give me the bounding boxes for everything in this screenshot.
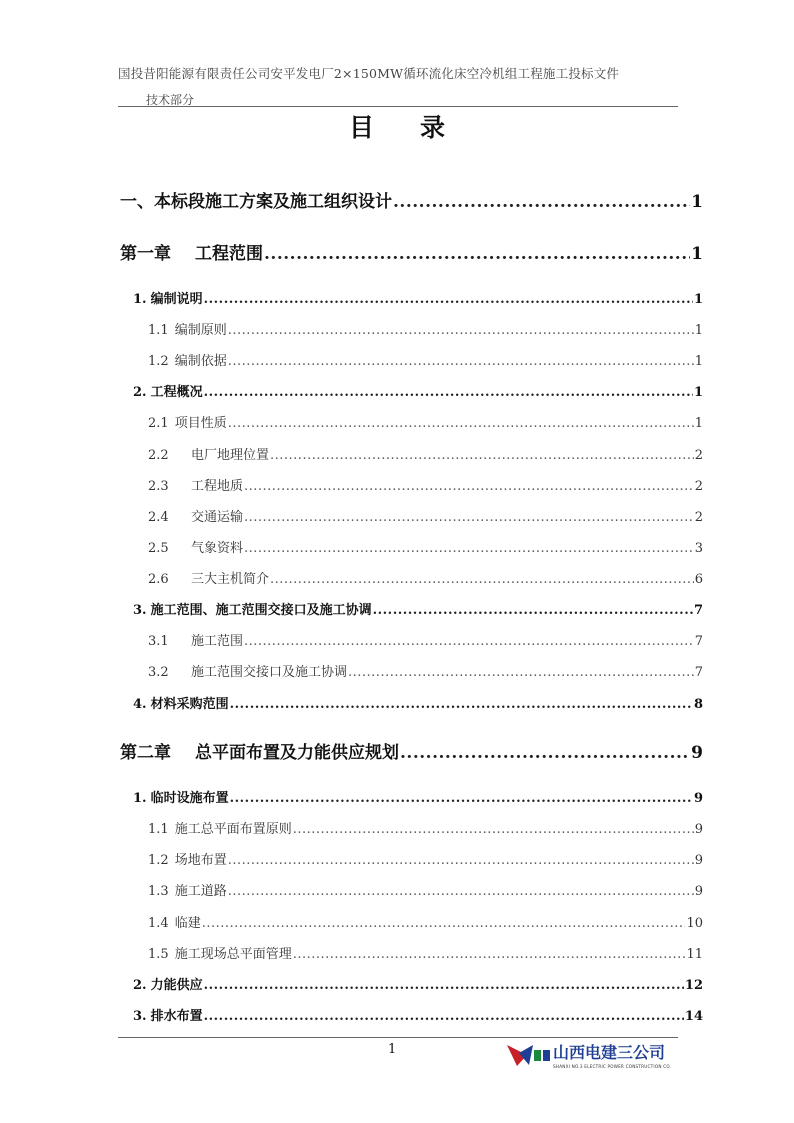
toc-label: 电厂地理位置 [191, 448, 270, 463]
toc-entry-section[interactable] [133, 1005, 703, 1024]
toc-page: 9 [693, 791, 703, 806]
toc-entry-subsection[interactable] [148, 444, 703, 463]
toc-entry-section[interactable] [133, 381, 703, 400]
toc-label: 施工范围交接口及施工协调 [191, 665, 348, 680]
toc-page: 2 [694, 479, 703, 494]
toc-page: 7 [694, 634, 703, 649]
toc-label: 材料采购范围 [150, 697, 229, 712]
toc-number: 2. [133, 385, 147, 400]
toc-page: 2 [694, 448, 703, 463]
page-title: 目录 [348, 113, 491, 142]
toc-label: 临建 [174, 916, 201, 931]
toc-entry-subsection[interactable] [148, 880, 703, 899]
header-divider [118, 106, 678, 107]
toc-entry-section[interactable] [133, 974, 703, 993]
toc-number: 1.1 [148, 822, 169, 837]
toc-page: 1 [694, 416, 703, 431]
toc-entry-subsection[interactable] [148, 350, 703, 369]
toc-leader [293, 947, 686, 962]
toc-number: 1.5 [148, 947, 169, 962]
toc-page: 9 [694, 822, 703, 837]
toc-entry-subsection[interactable] [148, 506, 703, 525]
toc-entry-subsection[interactable] [148, 943, 703, 962]
toc-entry-subsection[interactable] [148, 412, 703, 431]
toc-page: 1 [693, 292, 703, 307]
toc-entry-subsection[interactable] [148, 319, 703, 338]
toc-leader [204, 292, 693, 307]
page-number: 1 [388, 1042, 397, 1057]
toc-label: 施工总平面布置原则 [174, 822, 292, 837]
toc-number: 2.2 [148, 448, 169, 463]
toc-label: 施工道路 [174, 884, 227, 899]
toc-page: 1 [693, 385, 703, 400]
toc-leader [228, 853, 694, 868]
toc-page: 9 [694, 853, 703, 868]
toc-number: 1.1 [148, 323, 169, 338]
toc-page: 10 [686, 916, 703, 931]
toc-entry-part[interactable] [120, 187, 703, 212]
toc-leader [348, 665, 694, 680]
toc-label: 施工范围 [191, 634, 244, 649]
toc-label: 气象资料 [191, 541, 244, 556]
toc-number: 2. [133, 978, 147, 993]
toc-label: 工程范围 [195, 244, 263, 264]
toc-number: 1. [133, 791, 147, 806]
toc-page: 9 [691, 743, 703, 763]
toc-entry-chapter[interactable] [120, 738, 703, 763]
toc-number: 1.2 [148, 354, 169, 369]
toc-number: 1. [133, 292, 147, 307]
toc-label: 场地布置 [174, 853, 227, 868]
toc-leader [244, 479, 694, 494]
toc-label: 总平面布置及力能供应规划 [195, 743, 399, 763]
toc-label: 本标段施工方案及施工组织设计 [154, 192, 392, 212]
toc-label: 交通运输 [191, 510, 244, 525]
toc-leader [204, 385, 693, 400]
toc-entry-subsection[interactable] [148, 475, 703, 494]
toc-leader [204, 978, 684, 993]
toc-leader [264, 244, 690, 264]
company-logo-subtitle: SHANXI NO.3 ELECTRIC POWER CONSTRUCTION CO. [553, 1064, 672, 1069]
toc-label: 施工范围、施工范围交接口及施工协调 [150, 603, 372, 618]
toc-page: 2 [694, 510, 703, 525]
company-logo [505, 1040, 671, 1069]
header-document-title: 国投昔阳能源有限责任公司安平发电厂2×150MW循环流化床空冷机组工程施工投标文件 [118, 66, 620, 81]
toc-page: 1 [691, 192, 703, 212]
toc-entry-subsection[interactable] [148, 537, 703, 556]
toc-leader [270, 572, 694, 587]
toc-number: 一、 [120, 192, 154, 212]
toc-entry-subsection[interactable] [148, 849, 703, 868]
toc-page: 1 [694, 323, 703, 338]
toc-page: 7 [693, 603, 703, 618]
header-section-label: 技术部分 [146, 93, 195, 107]
toc-page: 3 [694, 541, 703, 556]
toc-label: 施工现场总平面管理 [174, 947, 292, 962]
toc-number: 3.1 [148, 634, 169, 649]
toc-entry-subsection[interactable] [148, 630, 703, 649]
toc-entry-section[interactable] [133, 288, 703, 307]
toc-number: 4. [133, 697, 147, 712]
toc-label: 三大主机简介 [191, 572, 270, 587]
toc-leader [230, 791, 693, 806]
toc-page: 11 [686, 947, 703, 962]
toc-label: 工程概况 [150, 385, 203, 400]
toc-number: 2.3 [148, 479, 169, 494]
toc-label: 工程地质 [191, 479, 244, 494]
toc-number: 1.4 [148, 916, 169, 931]
toc-number: 2.1 [148, 416, 169, 431]
toc-entry-section[interactable] [133, 787, 703, 806]
toc-page: 1 [691, 244, 703, 264]
toc-leader [270, 448, 694, 463]
toc-leader [202, 916, 686, 931]
toc-entry-subsection[interactable] [148, 661, 703, 680]
toc-entry-subsection[interactable] [148, 568, 703, 587]
toc-leader [244, 510, 694, 525]
toc-number: 3. [133, 1009, 147, 1024]
toc-page: 1 [694, 354, 703, 369]
toc-page: 14 [684, 1009, 703, 1024]
toc-label: 临时设施布置 [150, 791, 229, 806]
toc-number: 2.6 [148, 572, 169, 587]
toc-page: 7 [694, 665, 703, 680]
page-header [118, 64, 678, 108]
toc-page: 6 [694, 572, 703, 587]
toc-leader [228, 354, 694, 369]
toc-leader [393, 192, 690, 212]
toc-leader [400, 743, 690, 763]
toc-leader [204, 1009, 684, 1024]
toc-label: 编制说明 [150, 292, 203, 307]
toc-number: 3. [133, 603, 147, 618]
toc-leader [230, 697, 693, 712]
toc-entry-section[interactable] [133, 693, 703, 712]
footer-divider [118, 1037, 678, 1038]
toc-leader [244, 634, 694, 649]
toc-page: 12 [684, 978, 703, 993]
toc-leader [293, 822, 694, 837]
toc-number: 第一章 [120, 244, 171, 264]
toc-entry-subsection[interactable] [148, 818, 703, 837]
toc-entry-section[interactable] [133, 599, 703, 618]
company-logo-icon [505, 1041, 553, 1069]
toc-number: 第二章 [120, 743, 171, 763]
toc-label: 力能供应 [150, 978, 203, 993]
toc-number: 2.5 [148, 541, 169, 556]
toc-entry-subsection[interactable] [148, 912, 703, 931]
toc-leader [228, 416, 694, 431]
toc-leader [228, 323, 694, 338]
toc-label: 项目性质 [174, 416, 227, 431]
toc-label: 编制依据 [174, 354, 227, 369]
toc-number: 1.2 [148, 853, 169, 868]
toc-leader [373, 603, 693, 618]
toc-label: 排水布置 [150, 1009, 203, 1024]
toc-entry-chapter[interactable] [120, 239, 703, 264]
toc-number: 3.2 [148, 665, 169, 680]
toc-number: 2.4 [148, 510, 169, 525]
toc-number: 1.3 [148, 884, 169, 899]
company-logo-name: 山西电建三公司 [553, 1043, 666, 1062]
toc-label: 编制原则 [174, 323, 227, 338]
toc-page: 9 [694, 884, 703, 899]
toc-page: 8 [693, 697, 703, 712]
toc-leader [244, 541, 694, 556]
toc-leader [228, 884, 694, 899]
